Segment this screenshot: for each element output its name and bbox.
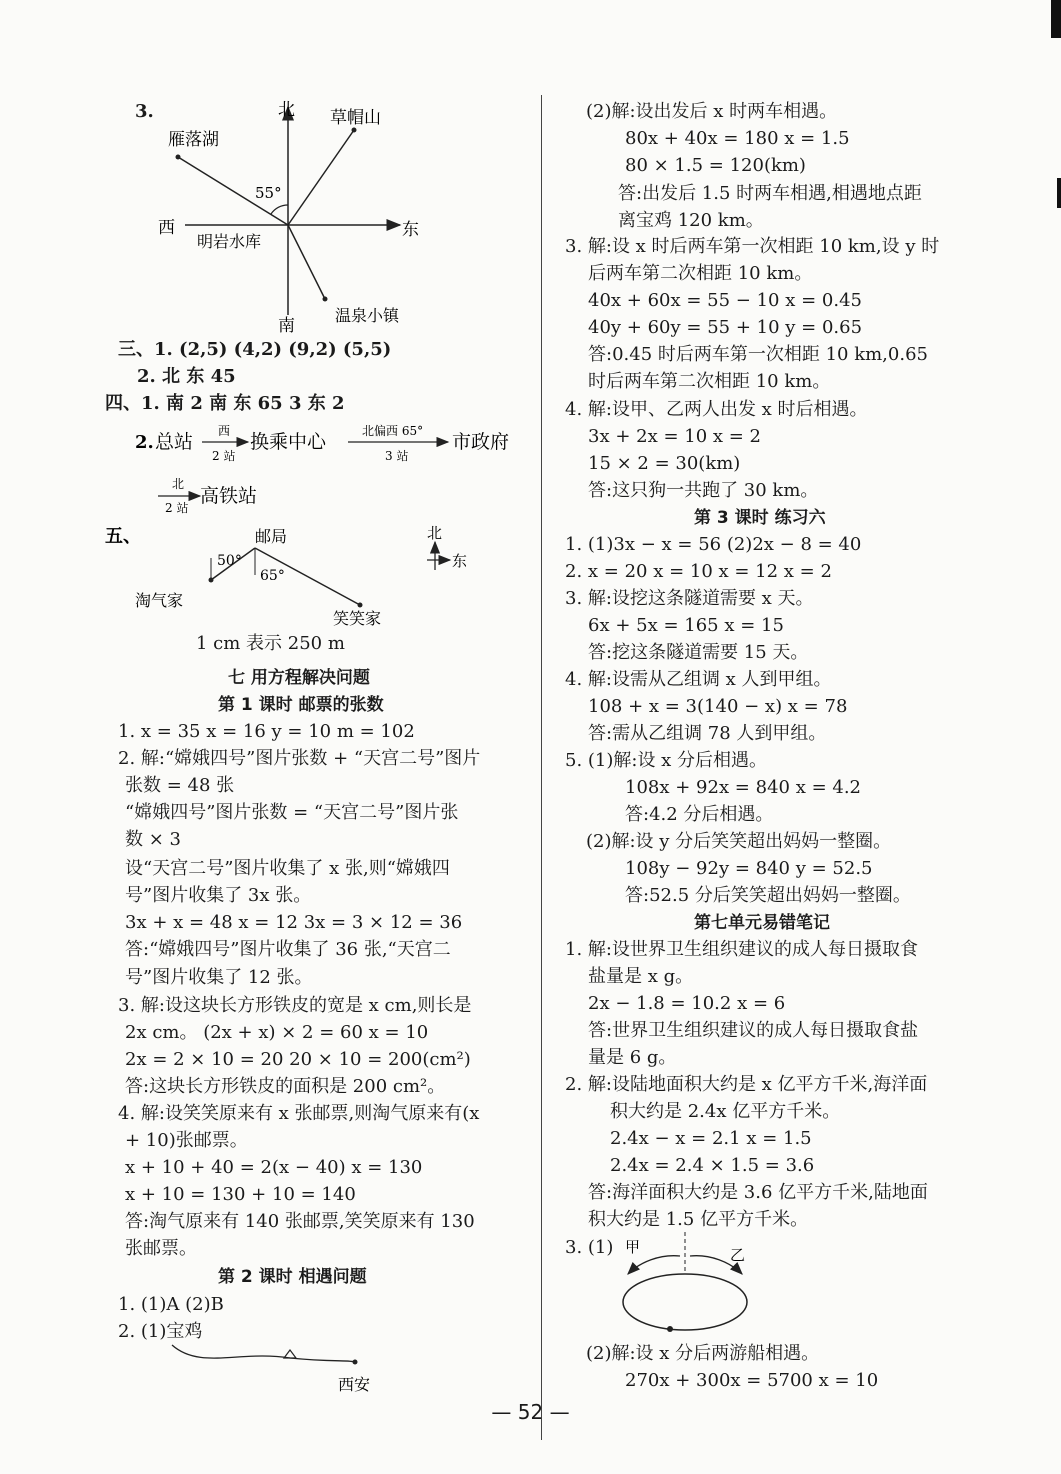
- label-taoqi: 淘气家: [135, 591, 184, 610]
- label-50: 50°: [217, 553, 242, 569]
- compass-east: 东: [452, 552, 468, 570]
- r-line-1: 80x + 40x = 180 x = 1.5: [625, 128, 850, 149]
- page-edge-mark: [1051, 0, 1061, 38]
- err-line-6: 积大约是 2.4x 亿平方千米。: [610, 1101, 841, 1122]
- direction-map: [130, 95, 550, 335]
- answer-3-1: 三、1. (2,5) (4,2) (9,2) (5,5): [118, 339, 392, 360]
- l1-line-16: x + 10 + 40 = 2(x − 40) x = 130: [125, 1157, 423, 1178]
- route-a-top: 西: [218, 424, 231, 438]
- l3-line-9: 108x + 92x = 840 x = 4.2: [625, 777, 861, 798]
- l1-line-5: 设“天宫二号”图片收集了 x 张,则“嫦娥四: [125, 858, 450, 879]
- l3-line-3: 6x + 5x = 165 x = 15: [588, 615, 784, 636]
- l1-line-8: 答:“嫦娥四号”图片收集了 36 张,“天宫二: [125, 939, 451, 960]
- route-a-bot: 2 站: [212, 449, 236, 463]
- answer-4-1: 四、1. 南 2 南 东 65 3 东 2: [105, 393, 345, 414]
- r-line-9: 答:0.45 时后两车第一次相距 10 km,0.65: [588, 344, 928, 365]
- err-line-11: 3. (1): [565, 1237, 614, 1258]
- tail-line-1: 270x + 300x = 5700 x = 10: [625, 1370, 879, 1391]
- l1-line-11: 2x cm。 (2x + x) × 2 = 60 x = 10: [125, 1022, 429, 1043]
- err-line-8: 2.4x = 2.4 × 1.5 = 3.6: [610, 1155, 815, 1176]
- l3-line-5: 4. 解:设需从乙组调 x 人到甲组。: [565, 669, 832, 690]
- errors-title: 第七单元易错笔记: [694, 913, 830, 933]
- err-line-3: 答:世界卫生组织建议的成人每日摄取食盐: [588, 1020, 919, 1041]
- compass-north: 北: [427, 524, 443, 542]
- q3-label: 3.: [135, 101, 154, 122]
- r-line-13: 15 × 2 = 30(km): [588, 453, 741, 474]
- l3-line-12: 108y − 92y = 840 y = 52.5: [625, 858, 873, 879]
- l1-line-17: x + 10 = 130 + 10 = 140: [125, 1184, 356, 1205]
- route-b: 换乘中心: [250, 431, 327, 453]
- label-caomao: 草帽山: [330, 108, 381, 128]
- label-east: 东: [402, 220, 419, 240]
- l2-line-1: 2. (1)宝鸡: [118, 1321, 203, 1342]
- err-line-2: 2x − 1.8 = 10.2 x = 6: [588, 993, 786, 1014]
- l3-line-13: 答:52.5 分后笑笑超出妈妈一整圈。: [625, 885, 911, 906]
- route-c-top: 北: [172, 477, 185, 491]
- label-jia: 甲: [625, 1238, 641, 1256]
- l3-line-8: 5. (1)解:设 x 分后相遇。: [565, 750, 768, 771]
- l1-line-10: 3. 解:设这块长方形铁皮的宽是 x cm,则长是: [118, 995, 472, 1016]
- page-number: — 52 —: [491, 1400, 570, 1424]
- label-mingyan: 明岩水库: [197, 232, 262, 251]
- l1-line-15: + 10)张邮票。: [125, 1130, 248, 1151]
- r-line-2: 80 × 1.5 = 120(km): [625, 155, 806, 176]
- scale-note: 1 cm 表示 250 m: [196, 633, 345, 654]
- wu-label: 五、: [105, 526, 141, 547]
- err-line-7: 2.4x − x = 2.1 x = 1.5: [610, 1128, 812, 1149]
- label-post: 邮局: [255, 527, 288, 546]
- l2-line-0: 1. (1)A (2)B: [118, 1294, 224, 1315]
- l3-line-0: 1. (1)3x − x = 56 (2)2x − 8 = 40: [565, 534, 862, 555]
- l1-line-12: 2x = 2 × 10 = 20 20 × 10 = 200(cm²): [125, 1049, 471, 1070]
- route-c-bot: 2 站: [165, 501, 189, 515]
- ray-wenquan: [288, 225, 325, 299]
- route-curve: [160, 1340, 420, 1400]
- l3-line-2: 3. 解:设挖这条隧道需要 x 天。: [565, 588, 814, 609]
- route-diagram: [130, 418, 560, 518]
- lesson2-title: 第 2 课时 相遇问题: [218, 1267, 367, 1287]
- l1-line-19: 张邮票。: [125, 1238, 197, 1259]
- label-65: 65°: [260, 568, 285, 584]
- r-line-6: 后两车第二次相距 10 km。: [588, 263, 813, 284]
- r-line-8: 40y + 60y = 55 + 10 y = 0.65: [588, 317, 863, 338]
- err-line-0: 1. 解:设世界卫生组织建议的成人每日摄取食: [565, 939, 918, 960]
- l3-line-4: 答:挖这条隧道需要 15 天。: [588, 642, 809, 663]
- l1-line-13: 答:这块长方形铁皮的面积是 200 cm²。: [125, 1076, 446, 1097]
- boat-track-diagram: [610, 1232, 810, 1342]
- l3-line-1: 2. x = 20 x = 10 x = 12 x = 2: [565, 561, 832, 582]
- label-wenquan: 温泉小镇: [335, 306, 400, 325]
- label-yanluo: 雁落湖: [168, 130, 219, 150]
- r-line-3: 答:出发后 1.5 时两车相遇,相遇地点距: [618, 183, 922, 204]
- lesson3-title: 第 3 课时 练习六: [694, 508, 826, 528]
- l1-line-0: 1. x = 35 x = 16 y = 10 m = 102: [118, 721, 415, 742]
- label-yi: 乙: [730, 1246, 746, 1264]
- r-line-14: 答:这只狗一共跑了 30 km。: [588, 480, 819, 501]
- label-xian: 西安: [338, 1375, 371, 1394]
- r-line-5: 3. 解:设 x 时后两车第一次相距 10 km,设 y 时: [565, 236, 940, 257]
- answer-3-2: 2. 北 东 45: [137, 366, 236, 387]
- l3-line-6: 108 + x = 3(140 − x) x = 78: [588, 696, 848, 717]
- r-line-10: 时后两车第二次相距 10 km。: [588, 371, 831, 392]
- route-d: 高铁站: [200, 485, 258, 507]
- l1-line-9: 号”图片收集了 12 张。: [125, 967, 313, 988]
- label-xiaoxiao: 笑笑家: [333, 609, 382, 628]
- l1-line-3: “嫦娥四号”图片张数 = “天宫二号”图片张: [125, 802, 459, 823]
- route-c: 市政府: [452, 431, 510, 453]
- label-angle-55: 55°: [255, 184, 282, 202]
- route-b-top: 北偏西 65°: [362, 424, 424, 438]
- r-line-4: 离宝鸡 120 km。: [618, 210, 764, 231]
- l1-line-14: 4. 解:设笑笑原来有 x 张邮票,则淘气原来有(x: [118, 1103, 480, 1124]
- r-line-11: 4. 解:设甲、乙两人出发 x 时后相遇。: [565, 399, 868, 420]
- l1-line-4: 数 × 3: [125, 829, 181, 850]
- lesson1-title: 第 1 课时 邮票的张数: [218, 695, 384, 715]
- err-line-4: 量是 6 g。: [588, 1047, 677, 1068]
- l3-line-11: (2)解:设 y 分后笑笑超出妈妈一整圈。: [586, 831, 892, 852]
- route-b-bot: 3 站: [385, 449, 409, 463]
- label-north: 北: [278, 100, 295, 120]
- l1-line-2: 张数 = 48 张: [125, 775, 235, 796]
- chapter7-title: 七 用方程解决问题: [228, 668, 370, 688]
- tail-line-0: (2)解:设 x 分后两游船相遇。: [586, 1343, 820, 1364]
- r-line-7: 40x + 60x = 55 − 10 x = 0.45: [588, 290, 862, 311]
- route-label: 2.: [135, 432, 154, 453]
- err-line-9: 答:海洋面积大约是 3.6 亿平方千米,陆地面: [588, 1182, 928, 1203]
- l1-line-7: 3x + x = 48 x = 12 3x = 3 × 12 = 36: [125, 912, 463, 933]
- label-south: 南: [278, 316, 295, 335]
- post-office-map: [105, 520, 525, 650]
- route-a: 总站: [155, 431, 194, 453]
- l3-line-7: 答:需从乙组调 78 人到甲组。: [588, 723, 827, 744]
- l1-line-6: 号”图片收集了 3x 张。: [125, 885, 312, 906]
- l1-line-18: 答:淘气原来有 140 张邮票,笑笑原来有 130: [125, 1211, 475, 1232]
- err-line-1: 盐量是 x g。: [588, 966, 694, 987]
- l3-line-10: 答:4.2 分后相遇。: [625, 804, 774, 825]
- ray-caomao: [288, 130, 354, 225]
- r-line-12: 3x + 2x = 10 x = 2: [588, 426, 762, 447]
- l1-line-1: 2. 解:“嫦娥四号”图片张数 + “天宫二号”图片: [118, 748, 481, 769]
- err-line-5: 2. 解:设陆地面积大约是 x 亿平方千米,海洋面: [565, 1074, 928, 1095]
- angle-arc: [271, 205, 288, 214]
- r-line-0: (2)解:设出发后 x 时两车相遇。: [586, 101, 838, 122]
- err-line-10: 积大约是 1.5 亿平方千米。: [588, 1209, 809, 1230]
- page-edge-mark-small: [1057, 178, 1061, 208]
- label-west: 西: [158, 218, 175, 238]
